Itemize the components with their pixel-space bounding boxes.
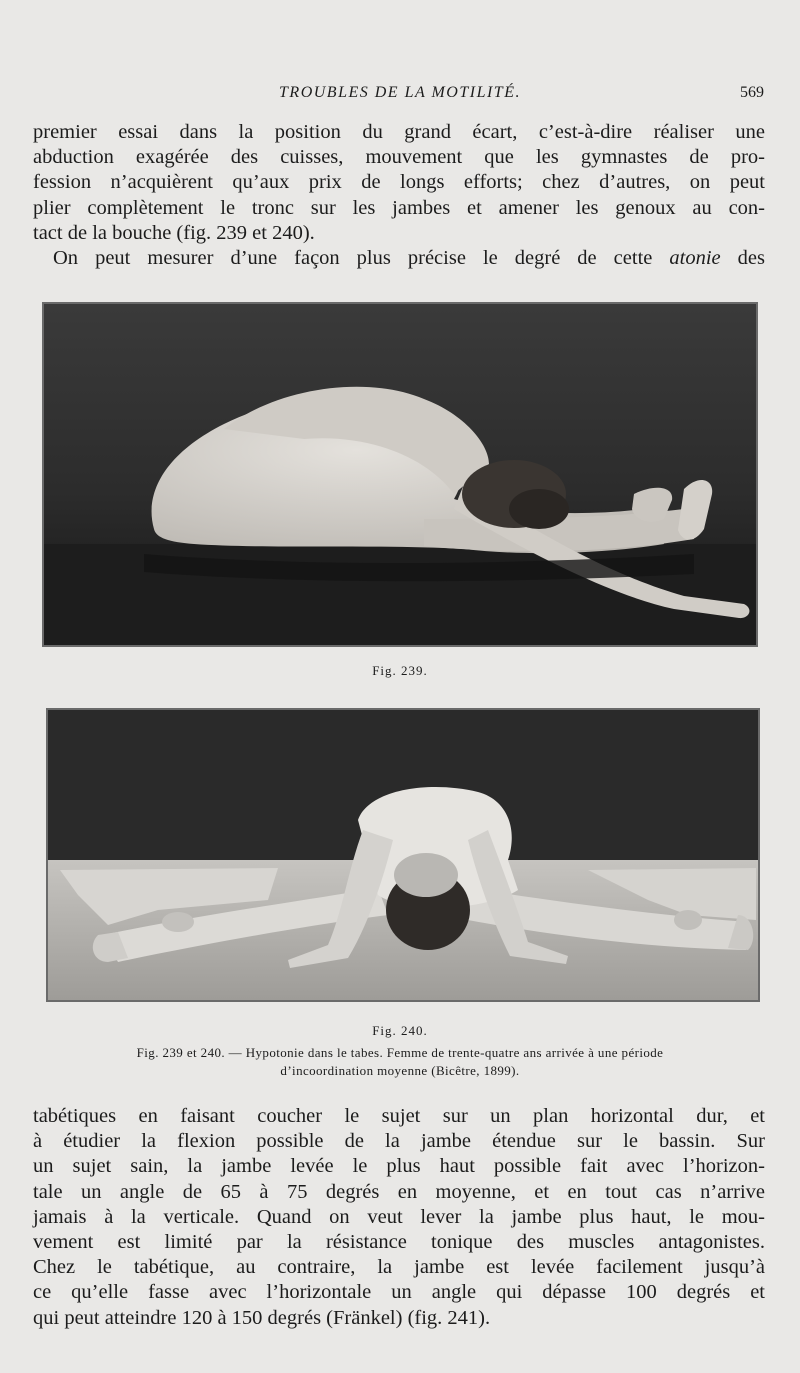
text-line-atonie xyxy=(33,246,765,271)
text-line: à étudier la flexion possible de la jambe étendue sur le bassin. Sur xyxy=(33,1130,765,1153)
photo-split-forward-bend xyxy=(48,710,758,1000)
text-line: tact de la bouche (fig. 239 et 240). xyxy=(33,221,315,244)
text-run: On peut mesurer d’une façon plus précise le degré de cette xyxy=(53,247,670,270)
text-run: des xyxy=(720,247,766,270)
figure-legend xyxy=(60,1044,740,1080)
figure-240-photo xyxy=(46,708,760,1002)
text-line: vement est limité par la résistance tonique des muscles antagonistes. xyxy=(33,1231,765,1254)
figure-239-caption: Fig. 239. xyxy=(372,663,428,678)
text-line: ce qu’elle fasse avec l’horizontale un angle qui dépasse 100 degrés et xyxy=(33,1281,765,1304)
text-line: Chez le tabétique, au contraire, la jambe est levée facilement jusqu’à xyxy=(33,1256,765,1279)
page-number: 569 xyxy=(740,84,764,101)
figure-239-photo xyxy=(42,302,758,647)
text-line: fession n’acquièrent qu’aux prix de longs efforts; chez d’autres, on peut xyxy=(33,171,765,194)
paragraph-bottom xyxy=(33,1104,765,1331)
text-line: premier essai dans la position du grand écart, c’est-à-dire réaliser une xyxy=(33,121,765,143)
text-line: abduction exagérée des cuisses, mouvement que les gymnastes de pro- xyxy=(33,146,765,169)
emphasis-atonie: atonie xyxy=(669,247,721,270)
paragraph-top xyxy=(33,120,765,271)
text-line: un sujet sain, la jambe levée le plus haut possible fait avec l’horizon- xyxy=(33,1155,765,1178)
running-header xyxy=(0,82,800,106)
photo-seated-forward-bend xyxy=(44,304,756,645)
figure-240-caption: Fig. 240. xyxy=(372,1023,428,1038)
running-title: TROUBLES DE LA MOTILITÉ. xyxy=(279,84,521,101)
text-line: jamais à la verticale. Quand on veut lever la jambe plus haut, le mou- xyxy=(33,1205,765,1228)
text-line: tale un angle de 65 à 75 degrés en moyenne, et en tout cas n’arrive xyxy=(33,1180,765,1203)
legend-line: d’incoordination moyenne (Bicêtre, 1899). xyxy=(280,1063,520,1078)
text-line: qui peut atteindre 120 à 150 degrés (Fränkel) (fig. 241). xyxy=(33,1306,491,1329)
text-line: plier complètement le tronc sur les jambes et amener les genoux au con- xyxy=(33,196,765,219)
legend-line: Fig. 239 et 240. — Hypotonie dans le tabes. Femme de trente-quatre ans arrivée à une période xyxy=(136,1045,664,1060)
text-line: tabétiques en faisant coucher le sujet sur un plan horizontal dur, et xyxy=(33,1105,765,1127)
